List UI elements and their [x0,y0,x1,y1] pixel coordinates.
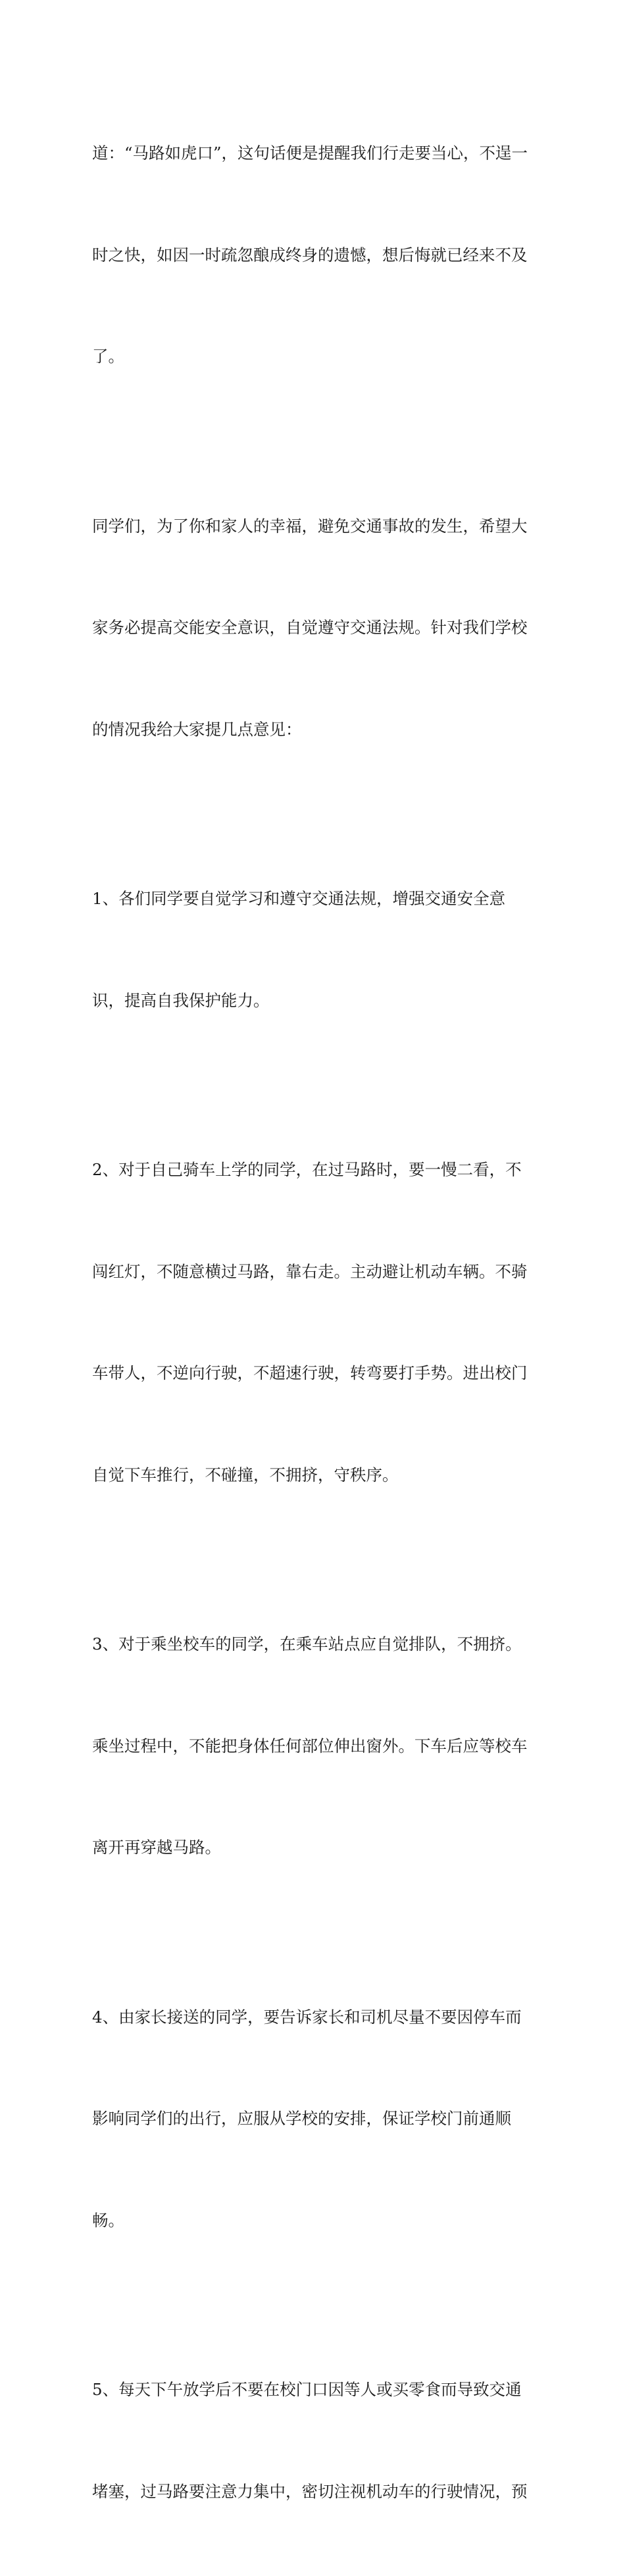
text-line: 识，提高自我保护能力。 [92,990,270,1010]
text-line: 离开再穿越马路。 [92,1838,221,1857]
paragraph-1 [92,68,546,442]
list-item-4 [92,1932,546,2306]
text-line: 自觉下车推行，不碰撞，不拥挤，守秩序。 [92,1465,399,1484]
text-line: 同学们，为了你和家人的幸福，避免交通事故的发生，希望大 [92,516,528,536]
text-line: 的情况我给大家提几点意见： [92,719,302,739]
text-line: 2、对于自己骑车上学的同学，在过马路时，要一慢二看，不 [92,1160,522,1179]
text-line: 了。 [92,347,124,366]
text-line: 堵塞，过马路要注意力集中，密切注视机动车的行驶情况，预 [92,2481,528,2501]
paragraph-2 [92,442,546,815]
list-item-5 [92,2305,546,2576]
body-text [92,68,546,2576]
text-line: 畅。 [92,2210,124,2230]
text-line: 4、由家长接送的同学，要告诉家长和司机尽量不要因停车而 [92,2007,522,2027]
text-line: 1、各们同学要自觉学习和遵守交通法规，增强交通安全意 [92,889,506,908]
text-line: 时之快，如因一时疏忽酿成终身的遗憾，想后悔就已经来不及 [92,245,528,265]
text-line: 3、对于乘坐校车的同学，在乘车站点应自觉排队，不拥挤。 [92,1634,522,1654]
text-line: 车带人，不逆向行驶，不超速行驶，转弯要打手势。进出校门 [92,1363,528,1382]
text-line: 乘坐过程中，不能把身体任何部位伸出窗外。下车后应等校车 [92,1736,528,1755]
text-line: 影响同学们的出行，应服从学校的安排，保证学校门前通顺 [92,2109,511,2128]
list-item-1 [92,814,546,1085]
text-line: 5、每天下午放学后不要在校门口因等人或买零食而导致交通 [92,2380,522,2399]
list-item-2 [92,1085,546,1559]
text-line: 闯红灯，不随意横过马路，靠右走。主动避让机动车辆。不骑 [92,1261,528,1281]
text-line: 道：“马路如虎口”，这句话便是提醒我们行走要当心，不逞一 [92,143,528,163]
list-item-3 [92,1559,546,1932]
text-line: 家务必提高交能安全意识，自觉遵守交通法规。针对我们学校 [92,618,528,637]
